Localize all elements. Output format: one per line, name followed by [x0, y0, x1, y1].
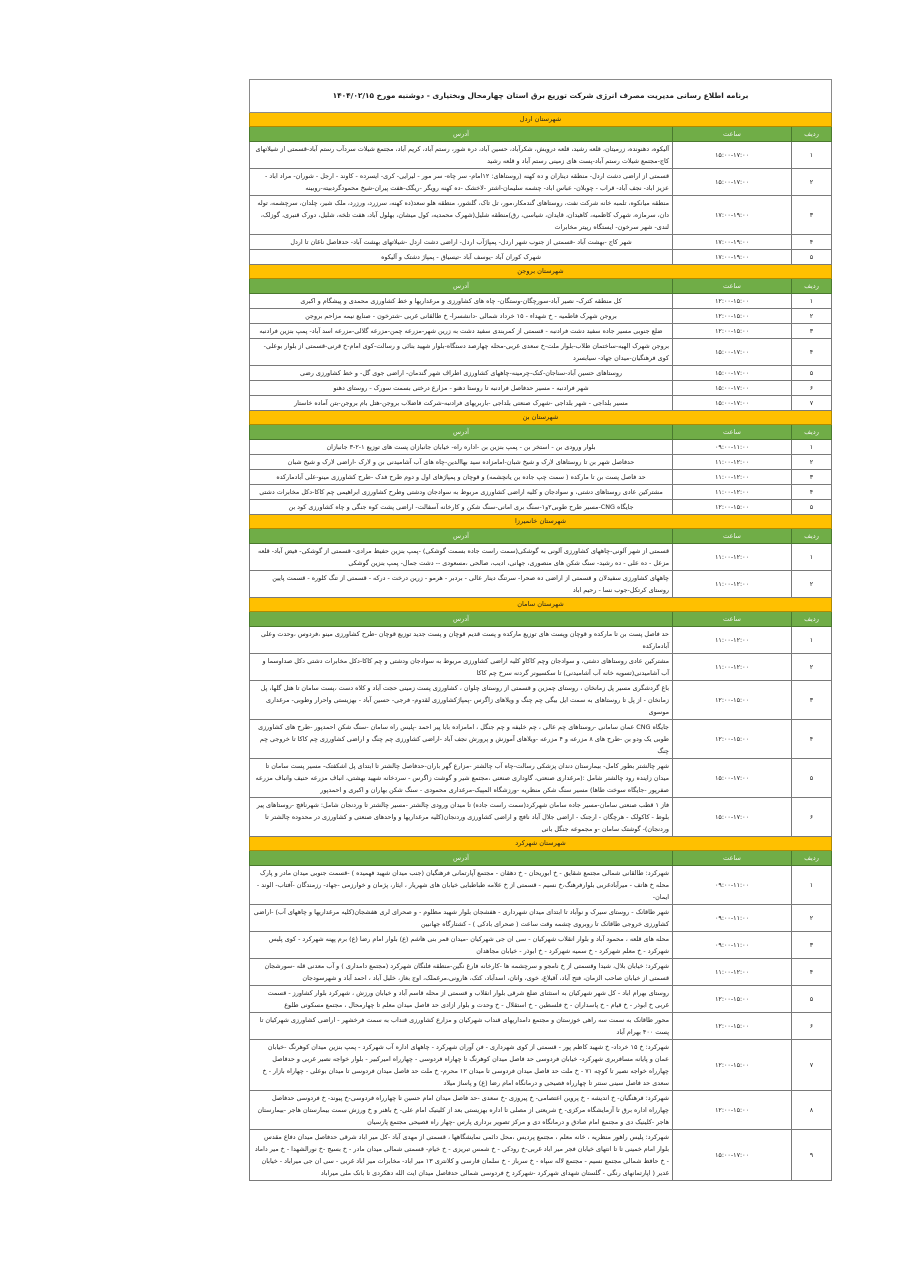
county-header-row — [250, 411, 832, 425]
row-number: ۵ — [792, 986, 832, 1013]
outage-address: شهرکرد: فرهنگیان- خ اندیشه - خ پروین اعتصامی- خ پیروزی -خ سعدی -حد فاصل میدان امام حسین تا چهارراه فردوسی-خ پیوند- خ فردوسی حدفاصل چهارراه اداره برق تا آزمایشگاه مرکزی- خ شریعتی از مصلی تا اداره بهزیستی بعد از کلینیک امام علی- خ باهنر و خ ورزش سمت بیمارستان هاجر -بیمارستان هاجر -کلینیک دی و مجتمع امام صادق و درمانگاه دی و مرکز تصویر برداری پارس -چهار راه فصیحی مجتمع پارسیان — [250, 1091, 673, 1130]
column-header-row — [250, 127, 832, 142]
outage-time: ۱۵:۰۰-۱۷:۰۰ — [673, 798, 792, 837]
schedule-table — [249, 79, 832, 1181]
table-row — [250, 339, 832, 366]
row-number: ۴ — [792, 485, 832, 500]
outage-address: روستاهای حسین آباد-سناجان-کنک-چرمینه-چاههای کشاورزی اطراف شهر گندمان- اراضی جوی گل- و خط کشاورزی رضی — [250, 366, 673, 381]
outage-address: شهرکرد: طالقانی شمالی مجتمع شقایق - خ ابوریحان - خ دهقان - مجتمع آپارتمانی فرهنگیان (جنب میدان شهید فهمیده ) -قسمت جنوبی میدان مادر و پارک محله خ هاتف - میرآبادغربی بلوارفرهنگ،خ نسیم - قسمتی از خ علامه طباطبایی خیابان های شهریار ، ایثار، پژمان و خوارزمی -جهاد- رزمندگان -آفتاب- الوند - ایمان- — [250, 866, 673, 905]
outage-time: ۰۹:۰۰-۱۱:۰۰ — [673, 932, 792, 959]
outage-time: ۱۲:۰۰-۱۵:۰۰ — [673, 1040, 792, 1091]
outage-time: ۱۵:۰۰-۱۷:۰۰ — [673, 381, 792, 396]
row-number: ۲ — [792, 654, 832, 681]
table-row — [250, 324, 832, 339]
row-number: ۵ — [792, 366, 832, 381]
outage-address: فاز ۱ قطب صنعتی سامان-مسیر جاده سامان شهرکرد(سمت راست جاده) تا میدان ورودی چالشتر -مسیر چالشتر تا وردنجان شامل: شهرنافچ -روستاهای پیر بلوط - کاکولک - هرچگان - ارجنک - اراضی جلال آباد نافچ و اراضی کشاورزی وردنجان(کلیه مرغداریها و واحدهای صنعتی و کشاورزی در محدوده چالشتر تا وردنجان)- گوشتک سامان -و مجموعه جنگل بانی — [250, 798, 673, 837]
outage-address: شهرکرد: خیابان بلال، شیدا وقسمتی از خ نامجو و سرچشمه ها -کارخانه فارغ نگین-منطقه فلنگان شهرکرد (مجتمع دامداری ) و آب معدنی قله -سورشجان قسمتی از خیابان صاحب الزمان، فتح آباد، آقبلاغ، خوی، وانان، اسدآباد، کتک، هارونی،مرغملک، اوج بغاز، خلیل آباد ، احمد آباد و شهرسودجان — [250, 959, 673, 986]
row-number: ۳ — [792, 681, 832, 720]
row-number: ۶ — [792, 1013, 832, 1040]
row-number: ۱ — [792, 294, 832, 309]
outage-time: ۱۲:۰۰-۱۵:۰۰ — [673, 294, 792, 309]
outage-time: ۱۱:۰۰-۱۲:۰۰ — [673, 470, 792, 485]
table-row — [250, 485, 832, 500]
column-header-time: ساعت — [673, 127, 792, 142]
county-name: شهرستان بن — [250, 411, 832, 425]
outage-time: ۱۱:۰۰-۱۲:۰۰ — [673, 571, 792, 598]
row-number: ۸ — [792, 1091, 832, 1130]
table-row — [250, 250, 832, 265]
row-number: ۲ — [792, 905, 832, 932]
outage-time: ۱۲:۰۰-۱۵:۰۰ — [673, 1013, 792, 1040]
outage-time: ۰۹:۰۰-۱۱:۰۰ — [673, 905, 792, 932]
outage-address: جایگاه CNG عمان سامانی -روستاهای چم عالی ، چم خلیفه و چم جنگل ، امامزاده بابا پیر احمد -پلیس راه سامان -سنگ شکن احمدپور -طرح های کشاورزی طوبی یک ودو بن -طرح های ۸ مزرعه و ۴ مزرعه -ویلاهای آموزش و پرورش نجف آباد -اراضی کشاورزی چم چنگ و اراضی کشاورزی چم کاکا تا خروجی چم چنگ — [250, 720, 673, 759]
outage-address: شهر کاج -بهشت آباد -قسمتی از جنوب شهر اردل- پمپاژآب اردل- اراضی دشت اردل -شیلاتهای بهشت آباد- حدفاصل ناغان تا اردل — [250, 235, 673, 250]
column-header-num: ردیف — [792, 279, 832, 294]
table-row — [250, 455, 832, 470]
table-row — [250, 235, 832, 250]
outage-address: قسمتی از شهر آلونی-چاههای کشاورزی آلونی به گوشکی(سمت راست جاده بسمت گوشکی) -پمپ بنزین حفیظ مرادی- قسمتی از گوشکی- فیض آباد- قلعه مزعل - ده علی - ده رشید- سنگ شکن های منصوری، جهانی، ادیب، صالحی ،مسعودی -- دشت جمال- پمپ بنزین گوشکی — [250, 544, 673, 571]
county-name: شهرستان بروجن — [250, 265, 832, 279]
column-header-num: ردیف — [792, 529, 832, 544]
outage-address: بروجن شهرک فاطمیه - خ شهداء - ۱۵ خرداد شمالی -دانشسرا- خ طالقانی غربی -شترخون - صنایع نیمه مزاحم بروجن — [250, 309, 673, 324]
column-header-time: ساعت — [673, 612, 792, 627]
outage-time: ۱۵:۰۰-۱۷:۰۰ — [673, 142, 792, 169]
outage-time: ۱۲:۰۰-۱۵:۰۰ — [673, 986, 792, 1013]
outage-time: ۱۵:۰۰-۱۷:۰۰ — [673, 169, 792, 196]
outage-address: قسمتی از اراضی دشت اردل- منطقه دیناران و ده کهنه (روستاهای: ۱۲امام- سر چاه- سر مور - لیرایی- کری- ایسرده - کاوند - ارجل - شوران- مراد اباد - عزیز اباد- نجف آباد- قراب - چوبلان- عباس اباد- چشمه سلیمان-اشتر -لاخشک -ده کهنه رویگر -ریگک-هفت پیران-شیخ محمودگردبیته-روبینه — [250, 169, 673, 196]
outage-address: محور طاقانک به سمت سه راهی خوزستان و مجتمع دامداریهای قنداب شهرکیان و مزارع کشاورزی قنداب به سمت فرخشهر - اراضی کشاورزی شهرکیان تا پست ۴۰۰ بهرام آباد — [250, 1013, 673, 1040]
column-header-time: ساعت — [673, 851, 792, 866]
column-header-time: ساعت — [673, 279, 792, 294]
outage-time: ۱۲:۰۰-۱۵:۰۰ — [673, 681, 792, 720]
row-number: ۲ — [792, 455, 832, 470]
outage-time: ۱۱:۰۰-۱۲:۰۰ — [673, 455, 792, 470]
outage-time: ۱۱:۰۰-۱۲:۰۰ — [673, 959, 792, 986]
row-number: ۳ — [792, 932, 832, 959]
outage-address: منطقه میانکوه، تلمبه خانه شرکت نفت، روستاهای گندمکار،مور، تل تاک، گلشور، منطقه هلو سعد(ده کهنه، سرزرد، ورزرد، ملک شیر، چلدان، سرچشمه، توله دان، سرمازه، شهرک کاظمیه، کاهیدان، قایدان، شیاسی، رق)منطقه شلیل(شهرک محمدیه، کول میشان، بهلول آباد، هفت تلخه، شلیل، دورک قنبری، گوزلک، لندی- شهر سرخون- ایستگاه رپیتر مخابرات — [250, 196, 673, 235]
table-row — [250, 905, 832, 932]
outage-time: ۰۹:۰۰-۱۱:۰۰ — [673, 866, 792, 905]
county-header-row — [250, 837, 832, 851]
column-header-address: آدرس — [250, 529, 673, 544]
row-number: ۷ — [792, 396, 832, 411]
table-row — [250, 294, 832, 309]
row-number: ۲ — [792, 309, 832, 324]
column-header-row — [250, 279, 832, 294]
table-row — [250, 470, 832, 485]
table-row — [250, 169, 832, 196]
outage-time: ۱۱:۰۰-۱۲:۰۰ — [673, 654, 792, 681]
row-number: ۱ — [792, 142, 832, 169]
row-number: ۴ — [792, 235, 832, 250]
table-row — [250, 440, 832, 455]
row-number: ۵ — [792, 759, 832, 798]
county-name: شهرستان سامان — [250, 598, 832, 612]
row-number: ۵ — [792, 250, 832, 265]
outage-address: شهرک کوران آباد -یوسف آباد -تیسیاق - پمپاژ دشتک و آلیکوه — [250, 250, 673, 265]
table-row — [250, 798, 832, 837]
outage-address: شهرکرد: خ ۱۵ خرداد- خ شهید کاظم پور - قسمتی از کوی شهرداری - فن آوران شهرکرد - چاههای اداره آب شهرکرد - پمپ بنزین میدان کوهرنگ -خیابان عمان و پایانه مسافربری شهرکرد- خیابان فردوسی حد فاصل میدان کوهرنگ تا چهاراه فردوسی - چهارراه امیرکبیر - بلوار خواجه نصیر غربی و حدفاصل چهارراه خواجه نصیر تا کوچه ۷۱ - خ ملت حد فاصل میدان فردوسی تا میدان ۱۲ محرم- خ ملت حد فاصل میدان فردوسی تا میدان بوعلی - چهاراه بازار - خ سعدی حد فاصل سینی سنتر تا چهارراه فصیحی و درمانگاه امام رضا (ع) و پاساژ میلاد — [250, 1040, 673, 1091]
outage-address: مشترکین عادی روستاهای دشتی، و سوادجان و کلیه اراضی کشاورزی مربوط به سوادجان ودشتی وطرح کشاورزی ابراهیمی چم کاکا-دکل مخابرات دشتی — [250, 485, 673, 500]
row-number: ۹ — [792, 1130, 832, 1181]
outage-address: حد فاصل پست بن تا مارکده ( سمت چپ جاده بن یانچشمه) و قوچان و پمپاژهای اول و دوم طرح فدک -طرح کشاورزی مینو-علی آبادمارکده — [250, 470, 673, 485]
outage-address: باغ گردشگری مسیر پل زمانخان ، روستای چمزین و قسمتی از روستای چلوان ، کشاورزی پست زمینی حجت آباد و کلاه دست ،پست سامان تا هتل گلها، پل زمانخان - از پل تا روستاهای به سمت ایل بیگی چم چنگ و ویلاهای زاگرس -پمپاژکشاورزی لقدوم- فرجی- حسین آباد - بهزیستی واحرار وطوبی- مرغداری موسوی — [250, 681, 673, 720]
table-row — [250, 1040, 832, 1091]
outage-time: ۱۷:۰۰-۱۹:۰۰ — [673, 196, 792, 235]
outage-address: شهر طاقانک - روستای سیرک و نوآباد تا ابتدای میدان شهرداری - هفشجان بلوار شهید مظلوم - و صحرای لری هفشجان(کلیه مرغداریها و چاههای آب) -اراضی کشاورزی خروجی طاقانک تا روبروی چشمه وقت ساعت ( صحرای بادکی ) - کشتارگاه جهانبین — [250, 905, 673, 932]
table-row — [250, 544, 832, 571]
column-header-row — [250, 851, 832, 866]
row-number: ۱ — [792, 866, 832, 905]
table-row — [250, 759, 832, 798]
column-header-address: آدرس — [250, 851, 673, 866]
page-title: برنامه اطلاع رسانی مدیریت مصرف انرژی شرکت توزیع برق استان چهارمحال وبختیاری - دوشنبه مورخ ۱۴۰۴/۰۲/۱۵ — [250, 80, 832, 113]
row-number: ۷ — [792, 1040, 832, 1091]
outage-address: شهر چالشتر بطور کامل- بیمارستان دندان پزشکی رسالت-چاه آب چالشتر -مزارع گهر باران-حدفاصل چالشتر تا ابتدای پل اشکفتک- مسیر پست سامان تا میدان زاینده رود چالشتر شامل :(مرغداری صنعتی، گاوداری صنعتی ،مجتمع شیر و گوشت زاگرس - سردخانه شهید بهشتی، انباف مزرعه حنیف وانباف مزرعه صفرپور -جایگاه سوخت طاها) مسیر سنگ شکن منظریه -ورزشگاه المپیک-مرغداری محمودی - سنگ شکن بهاران و اکبری و احمدپور — [250, 759, 673, 798]
table-row — [250, 1130, 832, 1181]
outage-time: ۱۵:۰۰-۱۷:۰۰ — [673, 759, 792, 798]
column-header-address: آدرس — [250, 612, 673, 627]
table-row — [250, 309, 832, 324]
outage-time: ۱۱:۰۰-۱۲:۰۰ — [673, 544, 792, 571]
outage-address: محله های قلعه ، محمود آباد و بلوار انقلاب شهرکیان - سی ان جی شهرکیان -میدان قمر بنی هاشم (ع) بلوار امام رضا (ع) برم پهنه شهرکرد - کوی پلیس شهرکرد - خ معلم شهرکرد - خ سمیه شهرکرد - خ ابوذر - خیابان مجاهدان — [250, 932, 673, 959]
outage-time: ۱۲:۰۰-۱۵:۰۰ — [673, 1091, 792, 1130]
outage-address: روستای بهرام اباد - کل شهر شهرکیان به استثنای ضلع شرقی بلوار انقلاب و قسمتی از محله قاسم آباد و خیابان ورزش ، شهرکرد بلوار کشاورز - قسمت غربی خ ابوذر - خ قیام - خ پاسداران - خ فلسطین - خ استقلال - خ وحدت و بلوار ازادی حد فاصل میدان معلم تا چهارمحال ، مجتمع مسکونی طلوع — [250, 986, 673, 1013]
outage-address: شهرکرد: پلیس راهور منظریه ، خانه معلم ، مجتمع پردیس ،محل دائمی نمایشگاهها ، قسمتی از مهدی آباد -کل میر اباد شرقی حدفاصل میدان دفاع مقدس بلوار امام خمینی تا تا انتهای خیابان فجر میر اباد غربی-خ رودکی - خ شمس تبریزی - خ خیام- قسمتی شمالی میدان مادر - خ بسیج -خ نورالشهدا - خ میر داماد - خ حافظ شمالی مجتمع نسیم - مجتمع لاله سپاه - خ سرباز - خ سلمان فارسی و کلانتری ۱۳ میر اباد- مخابرات میر اباد غربی - سی ان جی میراباد - خیابان غدیر ( اپارتمانهای رنگی - گلستان شهدای شهرکرد -شهرکرد خ فردوسی شمالی حدفاصل میدان ایت الله دهکردی تا بانک ملی میراباد — [250, 1130, 673, 1181]
column-header-address: آدرس — [250, 425, 673, 440]
column-header-time: ساعت — [673, 529, 792, 544]
row-number: ۳ — [792, 470, 832, 485]
county-name: شهرستان اردل — [250, 113, 832, 127]
outage-address: ضلع جنوبی مسیر جاده سفید دشت فرادنبه - قسمتی از کمربندی سفید دشت به زرین شهر-مزرعه چمن-مزرعه گلالی-مزرعه اسد آباد- پمپ بنزین فرادنبه — [250, 324, 673, 339]
row-number: ۴ — [792, 339, 832, 366]
outage-address: مشترکین عادی روستاهای دشتی، و سوادجان وچم کاکاو کلیه اراضی کشاورزی مربوط به سوادجان ودشتی و چم کاکا-دکل مخابرات دشتی دکل صداوسما و آب آشامیدنی(تسویه خانه آب آشامیدنی) تا سکسیونر گردنه سرخ چم کاکا — [250, 654, 673, 681]
outage-time: ۱۵:۰۰-۱۷:۰۰ — [673, 366, 792, 381]
county-name: شهرستان شهرکرد — [250, 837, 832, 851]
outage-time: ۱۱:۰۰-۱۲:۰۰ — [673, 627, 792, 654]
county-header-row — [250, 598, 832, 612]
outage-address: چاههای کشاورزی سفیدلان و قسمتی از اراضی ده صحرا- سرتنگ دینار عالی - بردبر - هرمو - زرین درخت - درکه - قسمتی از تنگ کلوره - قسمت پایین روستای کرتکل-جوب نسا - رحیم اباد — [250, 571, 673, 598]
table-row — [250, 986, 832, 1013]
outage-time: ۱۵:۰۰-۱۷:۰۰ — [673, 396, 792, 411]
outage-address: بلوار ورودی بن - استخر بن - پمپ بنزین بن -اداره راه- خیابان جانبازان پست های توزیع ۱-۲-۳ جانبازان — [250, 440, 673, 455]
outage-time: ۱۷:۰۰-۱۹:۰۰ — [673, 250, 792, 265]
outage-time: ۱۲:۰۰-۱۵:۰۰ — [673, 324, 792, 339]
column-header-time: ساعت — [673, 425, 792, 440]
column-header-num: ردیف — [792, 851, 832, 866]
outage-address: حدفاصل شهر بن تا روستاهای لارک و شیخ شبان-امامزاده سید بهاالدین-چاه های آب آشامیدنی بن و لارک -اراضی لارک و شیخ شبان — [250, 455, 673, 470]
column-header-address: آدرس — [250, 127, 673, 142]
row-number: ۲ — [792, 571, 832, 598]
row-number: ۱ — [792, 627, 832, 654]
row-number: ۶ — [792, 381, 832, 396]
outage-time: ۱۵:۰۰-۱۷:۰۰ — [673, 339, 792, 366]
outage-address: مسیر بلداجی - شهر بلداجی -شهرک صنعتی بلداجی -باربریهای فرادنبه-شرکت فاضلاب بروجن-هتل بام بروجن-بتن آماده خاستار — [250, 396, 673, 411]
table-row — [250, 571, 832, 598]
column-header-row — [250, 612, 832, 627]
table-row — [250, 1013, 832, 1040]
county-header-row — [250, 515, 832, 529]
table-row — [250, 932, 832, 959]
table-row — [250, 866, 832, 905]
table-row — [250, 959, 832, 986]
county-header-row — [250, 265, 832, 279]
outage-time: ۱۷:۰۰-۱۹:۰۰ — [673, 235, 792, 250]
row-number: ۱ — [792, 440, 832, 455]
table-row — [250, 142, 832, 169]
outage-address: آلیکوه، دهنونده، زرمیتان، قلعه رشید، قلعه درویش، شکرآباد، حسین آباد، دره شور، رستم آباد، کریم آباد، مجتمع شیلات سردآب رستم آباد-قسمتی از شیلاتهای کاج-مجتمع شیلات رستم آباد-پست های زمینی رستم آباد و قلعه رشید — [250, 142, 673, 169]
column-header-num: ردیف — [792, 425, 832, 440]
title-row — [250, 80, 832, 113]
county-header-row — [250, 113, 832, 127]
table-row — [250, 681, 832, 720]
row-number: ۱ — [792, 544, 832, 571]
table-row — [250, 627, 832, 654]
outage-address: شهر فرادنبه - مسیر حدفاصل فرادنبه تا روستا دهنو - مزارع درختی بسمت سورک - روستای دهنو — [250, 381, 673, 396]
outage-time: ۱۵:۰۰-۱۷:۰۰ — [673, 1130, 792, 1181]
column-header-num: ردیف — [792, 612, 832, 627]
row-number: ۴ — [792, 959, 832, 986]
row-number: ۲ — [792, 169, 832, 196]
table-row — [250, 366, 832, 381]
outage-address: حد فاصل پست بن تا مارکده و قوچان وپست های توزیع مارکده و پست قدیم قوچان و پست جدید توزیع قوچان -طرح کشاورزی مینو ،فردوس ،وحدت وعلی آبادمارکده — [250, 627, 673, 654]
outage-schedule-sheet — [249, 79, 832, 1181]
row-number: ۵ — [792, 500, 832, 515]
table-row — [250, 381, 832, 396]
row-number: ۶ — [792, 798, 832, 837]
outage-time: ۱۲:۰۰-۱۵:۰۰ — [673, 309, 792, 324]
row-number: ۴ — [792, 720, 832, 759]
table-row — [250, 720, 832, 759]
row-number: ۳ — [792, 196, 832, 235]
outage-time: ۰۹:۰۰-۱۱:۰۰ — [673, 440, 792, 455]
outage-address: بروجن شهرک الهیه-ساختمان طلاب-بلوار ملت-خ سعدی غربی-محله چهارصد دستگاه-بلوار شهید بنائی و رسالت-کوی امام-خ قرنی-قسمتی از بلوار بوعلی- کوی فرهنگیان-میدان جهاد- سیابسرد — [250, 339, 673, 366]
column-header-num: ردیف — [792, 127, 832, 142]
county-name: شهرستان خانمیرزا — [250, 515, 832, 529]
table-row — [250, 500, 832, 515]
column-header-row — [250, 425, 832, 440]
outage-time: ۱۱:۰۰-۱۲:۰۰ — [673, 485, 792, 500]
table-row — [250, 396, 832, 411]
outage-address: کل منطقه کترک- نصیر آباد-سورچگان-وستگان- چاه های کشاورزی و مرغداریها و خط کشاورزی محمدی و پیشگام و اکبری — [250, 294, 673, 309]
table-row — [250, 196, 832, 235]
table-row — [250, 654, 832, 681]
table-row — [250, 1091, 832, 1130]
column-header-row — [250, 529, 832, 544]
column-header-address: آدرس — [250, 279, 673, 294]
outage-time: ۱۲:۰۰-۱۵:۰۰ — [673, 720, 792, 759]
outage-time: ۱۲:۰۰-۱۵:۰۰ — [673, 500, 792, 515]
outage-address: جایگاه CNG-مسیر طرح طوبی۲و۱-سنگ بری امانی-سنگ شکن و کارخانه آسفالت- اراضی پشت کوه جنگی و چاه کشاورزی کود بن — [250, 500, 673, 515]
row-number: ۳ — [792, 324, 832, 339]
